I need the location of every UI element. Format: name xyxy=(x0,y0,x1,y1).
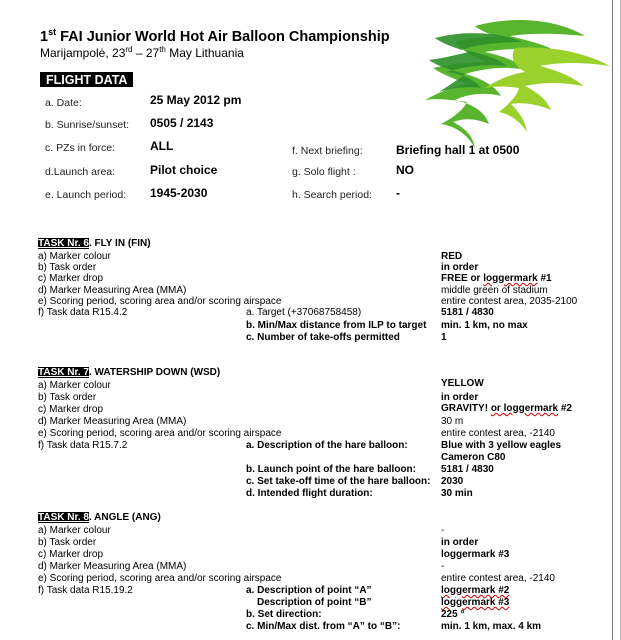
solo-flight-value: NO xyxy=(396,163,414,177)
task-6-row: e) Scoring period, scoring area and/or scoring airspace xyxy=(38,296,282,307)
sunrise-label: b. Sunrise/sunset: xyxy=(45,119,130,131)
task-6-value: middle green of stadium xyxy=(441,285,548,296)
search-period-value: - xyxy=(396,186,400,200)
date-label: a. Date: xyxy=(45,97,82,109)
launch-area-value: Pilot choice xyxy=(150,163,218,177)
task-7-sub: c. Set take-off time of the hare balloon: xyxy=(246,476,431,487)
task-7-row: e) Scoring period, scoring area and/or scoring airspace xyxy=(38,428,282,439)
date-value: 25 May 2012 pm xyxy=(150,93,242,107)
pz-value: ALL xyxy=(150,139,174,153)
task-6-value: in order xyxy=(441,262,479,273)
task-7-sub: b. Launch point of the hare balloon: xyxy=(246,464,416,475)
launch-period-label: e. Launch period: xyxy=(45,189,127,201)
task-7-sub: d. Intended flight duration: xyxy=(246,488,373,499)
page-subtitle: Marijampolė, 23rd – 27th May Lithuania xyxy=(40,45,244,60)
task-8-row: c) Marker drop xyxy=(38,549,104,560)
task-6-value: RED xyxy=(441,251,463,262)
task-6-sub: a. Target (+37068758458) xyxy=(246,307,362,318)
task-7-sub: a. Description of the hare balloon: xyxy=(246,440,408,451)
task-8-heading: TASK Nr. 8. ANGLE (ANG) xyxy=(38,512,161,523)
pz-label: c. PZs in force: xyxy=(45,142,116,154)
task-8-sub: a. Description of point “A” xyxy=(246,585,372,596)
search-period-label: h. Search period: xyxy=(292,189,372,201)
task-7-row: a) Marker colour xyxy=(38,380,111,391)
task-6-heading: TASK Nr. 6. FLY IN (FIN) xyxy=(38,238,151,249)
task-8-value: loggermark #2 xyxy=(441,585,510,596)
task-8-value: entire contest area, -2140 xyxy=(441,573,555,584)
task-7-value: 30 m xyxy=(441,416,464,427)
flight-data-label: FLIGHT DATA xyxy=(40,72,133,87)
task-7-value: 30 min xyxy=(441,488,473,499)
task-7-row: d) Marker Measuring Area (MMA) xyxy=(38,416,187,427)
task-6-row: d) Marker Measuring Area (MMA) xyxy=(38,285,187,296)
task-7-row: f) Task data R15.7.2 xyxy=(38,440,128,451)
task-6-value: FREE or loggermark #1 xyxy=(441,273,552,284)
task-7-value: Blue with 3 yellow eagles xyxy=(441,440,562,451)
task-8-row: e) Scoring period, scoring area and/or scoring airspace xyxy=(38,573,282,584)
solo-flight-label: g. Solo flight : xyxy=(292,166,356,178)
task-7-value: 5181 / 4830 xyxy=(441,464,494,475)
launch-period-value: 1945-2030 xyxy=(150,186,208,200)
task-8-row: b) Task order xyxy=(38,537,97,548)
task-8-value: min. 1 km, max. 4 km xyxy=(441,621,542,632)
task-8-sub: Description of point “B” xyxy=(257,597,372,608)
task-7-heading: TASK Nr. 7. WATERSHIP DOWN (WSD) xyxy=(38,367,221,378)
task-8-value: in order xyxy=(441,537,479,548)
task-7-row: b) Task order xyxy=(38,392,97,403)
task-7-value: entire contest area, -2140 xyxy=(441,428,555,439)
task-8-value: loggermark #3 xyxy=(441,597,510,608)
task-6-row: f) Task data R15.4.2 xyxy=(38,307,128,318)
task-6-value: min. 1 km, no max xyxy=(441,320,528,331)
task-6-value: 1 xyxy=(441,332,447,343)
task-8-row: a) Marker colour xyxy=(38,525,111,536)
task-7-value: GRAVITY! or loggermark #2 xyxy=(441,403,572,414)
next-briefing-label: f. Next briefing: xyxy=(292,145,363,157)
page-title: 1st FAI Junior World Hot Air Balloon Championship xyxy=(40,27,390,45)
task-8-value: loggermark #3 xyxy=(441,549,510,560)
task-7-row: c) Marker drop xyxy=(38,404,104,415)
launch-area-label: d.Launch area: xyxy=(45,166,116,178)
task-6-value: entire contest area, 2035-2100 xyxy=(441,296,578,307)
task-7-value: in order xyxy=(441,392,479,403)
task-6-row: a) Marker colour xyxy=(38,251,111,262)
task-8-sub: c. Min/Max dist. from “A” to “B”: xyxy=(246,621,401,632)
task-8-value: 225 ° xyxy=(441,609,465,620)
championship-logo xyxy=(415,8,620,153)
task-6-row: b) Task order xyxy=(38,262,97,273)
task-8-row: f) Task data R15.19.2 xyxy=(38,585,133,596)
task-6-value: 5181 / 4830 xyxy=(441,307,494,318)
task-8-row: d) Marker Measuring Area (MMA) xyxy=(38,561,187,572)
task-8-sub: b. Set direction: xyxy=(246,609,322,620)
task-7-value: YELLOW xyxy=(441,378,484,389)
task-8-value: - xyxy=(441,561,445,572)
next-briefing-value: Briefing hall 1 at 0500 xyxy=(396,143,520,157)
sunrise-value: 0505 / 2143 xyxy=(150,116,214,130)
task-6-row: c) Marker drop xyxy=(38,273,104,284)
task-7-value: 2030 xyxy=(441,476,464,487)
task-7-value: Cameron C80 xyxy=(441,452,506,463)
task-6-sub: b. Min/Max distance from ILP to target xyxy=(246,320,427,331)
task-6-sub: c. Number of take-offs permitted xyxy=(246,332,400,343)
task-8-value: - xyxy=(441,525,445,536)
